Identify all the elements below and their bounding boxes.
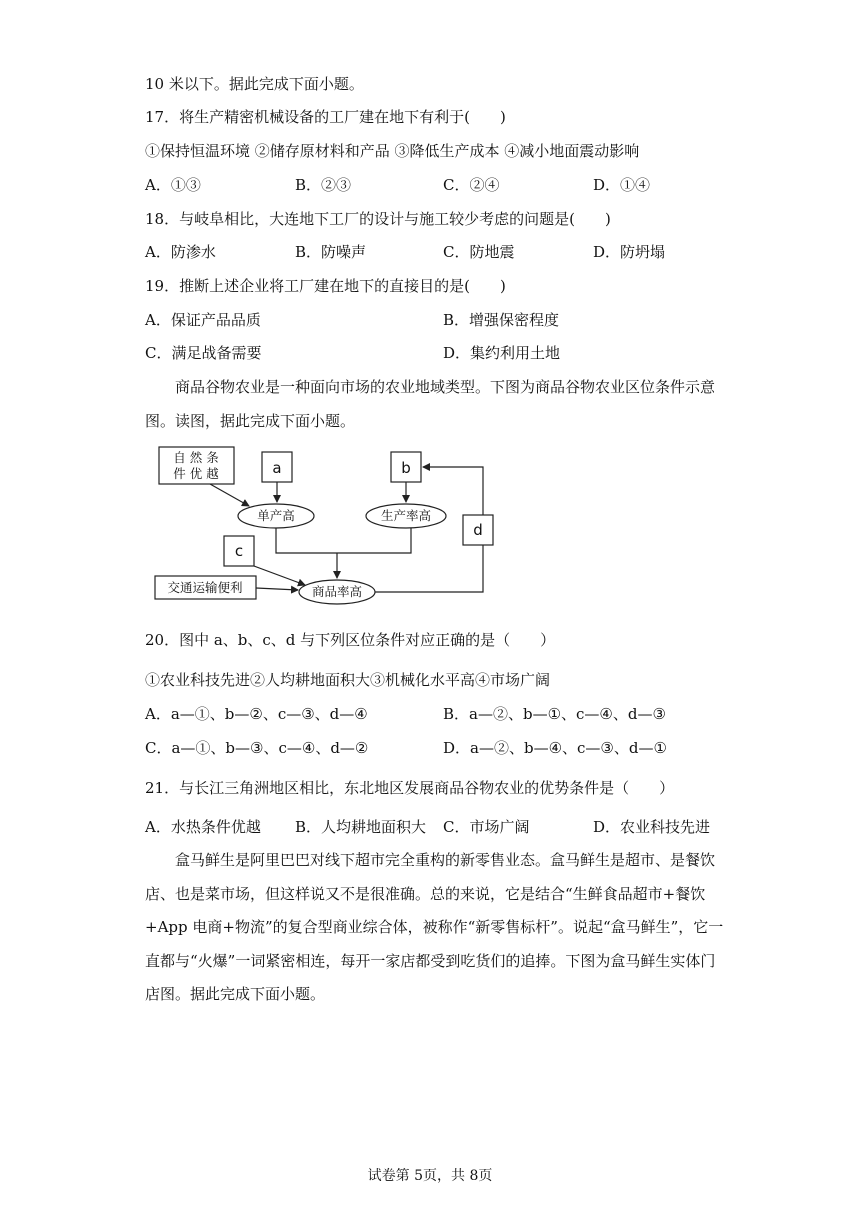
q20-statements: ①农业科技先进②人均耕地面积大③机械化水平高④市场广阔 — [145, 671, 551, 689]
q21-option-c[interactable]: C．市场广阔 — [443, 818, 530, 836]
q19-option-a[interactable]: A．保证产品品质 — [145, 311, 261, 329]
q17-statements: ①保持恒温环境 ②储存原材料和产品 ③降低生产成本 ④减小地面震动影响 — [145, 142, 640, 160]
box-d-label: d — [473, 521, 483, 539]
passage-hema: 盒马鲜生是阿里巴巴对线下超市完全重构的新零售业态。盒马鲜生是超市、是餐饮店、也是菜市场，但这样说又不是很准确。总的来说，它是结合“生鲜食品超市+餐饮+App 电商+物流”的复合型商业综合体，被称作“新零售标杆”。说起“盒马鲜生”，它一直都与“火爆”一词紧密相连，每开一家店都受到吃货们的追捧。下图为盒马鲜生实体门店图。据此完成下面小题。 — [145, 851, 724, 1003]
q18-stem: 18．与岐阜相比，大连地下工厂的设计与施工较少考虑的问题是( ) — [145, 210, 611, 228]
high-commodity-label: 商品率高 — [311, 584, 363, 599]
high-productivity-label: 生产率高 — [380, 508, 432, 523]
q21-option-d[interactable]: D．农业科技先进 — [593, 818, 711, 836]
passage-grain-agriculture: 商品谷物农业是一种面向市场的农业地域类型。下图为商品谷物农业区位条件示意图。读图，据此完成下面小题。 — [145, 378, 716, 430]
q21-stem: 21．与长江三角洲地区相比，东北地区发展商品谷物农业的优势条件是（ ） — [145, 779, 675, 797]
high-yield-label: 单产高 — [257, 508, 295, 523]
q18-option-d[interactable]: D．防坍塌 — [593, 243, 666, 261]
location-conditions-diagram — [145, 440, 495, 610]
box-b-label: b — [401, 459, 411, 477]
natural-conditions-label-1: 自 然 条 — [173, 450, 219, 465]
q17-option-c[interactable]: C．②④ — [443, 176, 500, 194]
q21-option-b[interactable]: B．人均耕地面积大 — [295, 818, 427, 836]
q20-option-d[interactable]: D．a—②、b—④、c—③、d—① — [443, 739, 667, 757]
box-c-label: c — [234, 542, 244, 560]
q20-option-b[interactable]: B．a—②、b—①、c—④、d—③ — [443, 705, 666, 723]
q19-option-b[interactable]: B．增强保密程度 — [443, 311, 560, 329]
q17-option-b[interactable]: B．②③ — [295, 176, 352, 194]
page-footer: 试卷第 5页，共 8页 — [367, 1168, 493, 1184]
q20-option-a[interactable]: A．a—①、b—②、c—③、d—④ — [145, 705, 368, 723]
q18-option-a[interactable]: A．防渗水 — [145, 243, 216, 261]
q17-option-d[interactable]: D．①④ — [593, 176, 651, 194]
q19-option-d[interactable]: D．集约利用土地 — [443, 344, 561, 362]
intro-tail: 10 米以下。据此完成下面小题。 — [145, 75, 364, 93]
q20-option-c[interactable]: C．a—①、b—③、c—④、d—② — [145, 739, 369, 757]
natural-conditions-label-2: 件 优 越 — [173, 466, 219, 481]
box-a-label: a — [272, 459, 282, 477]
q19-stem: 19．推断上述企业将工厂建在地下的直接目的是( ) — [145, 277, 506, 295]
transport-label: 交通运输便利 — [167, 580, 243, 595]
q17-stem: 17．将生产精密机械设备的工厂建在地下有利于( ) — [145, 108, 506, 126]
q18-option-c[interactable]: C．防地震 — [443, 243, 515, 261]
q19-option-c[interactable]: C．满足战备需要 — [145, 344, 262, 362]
q20-stem: 20．图中 a、b、c、d 与下列区位条件对应正确的是（ ） — [145, 631, 556, 649]
q17-option-a[interactable]: A．①③ — [145, 176, 201, 194]
q21-option-a[interactable]: A．水热条件优越 — [145, 818, 261, 836]
q18-option-b[interactable]: B．防噪声 — [295, 243, 367, 261]
